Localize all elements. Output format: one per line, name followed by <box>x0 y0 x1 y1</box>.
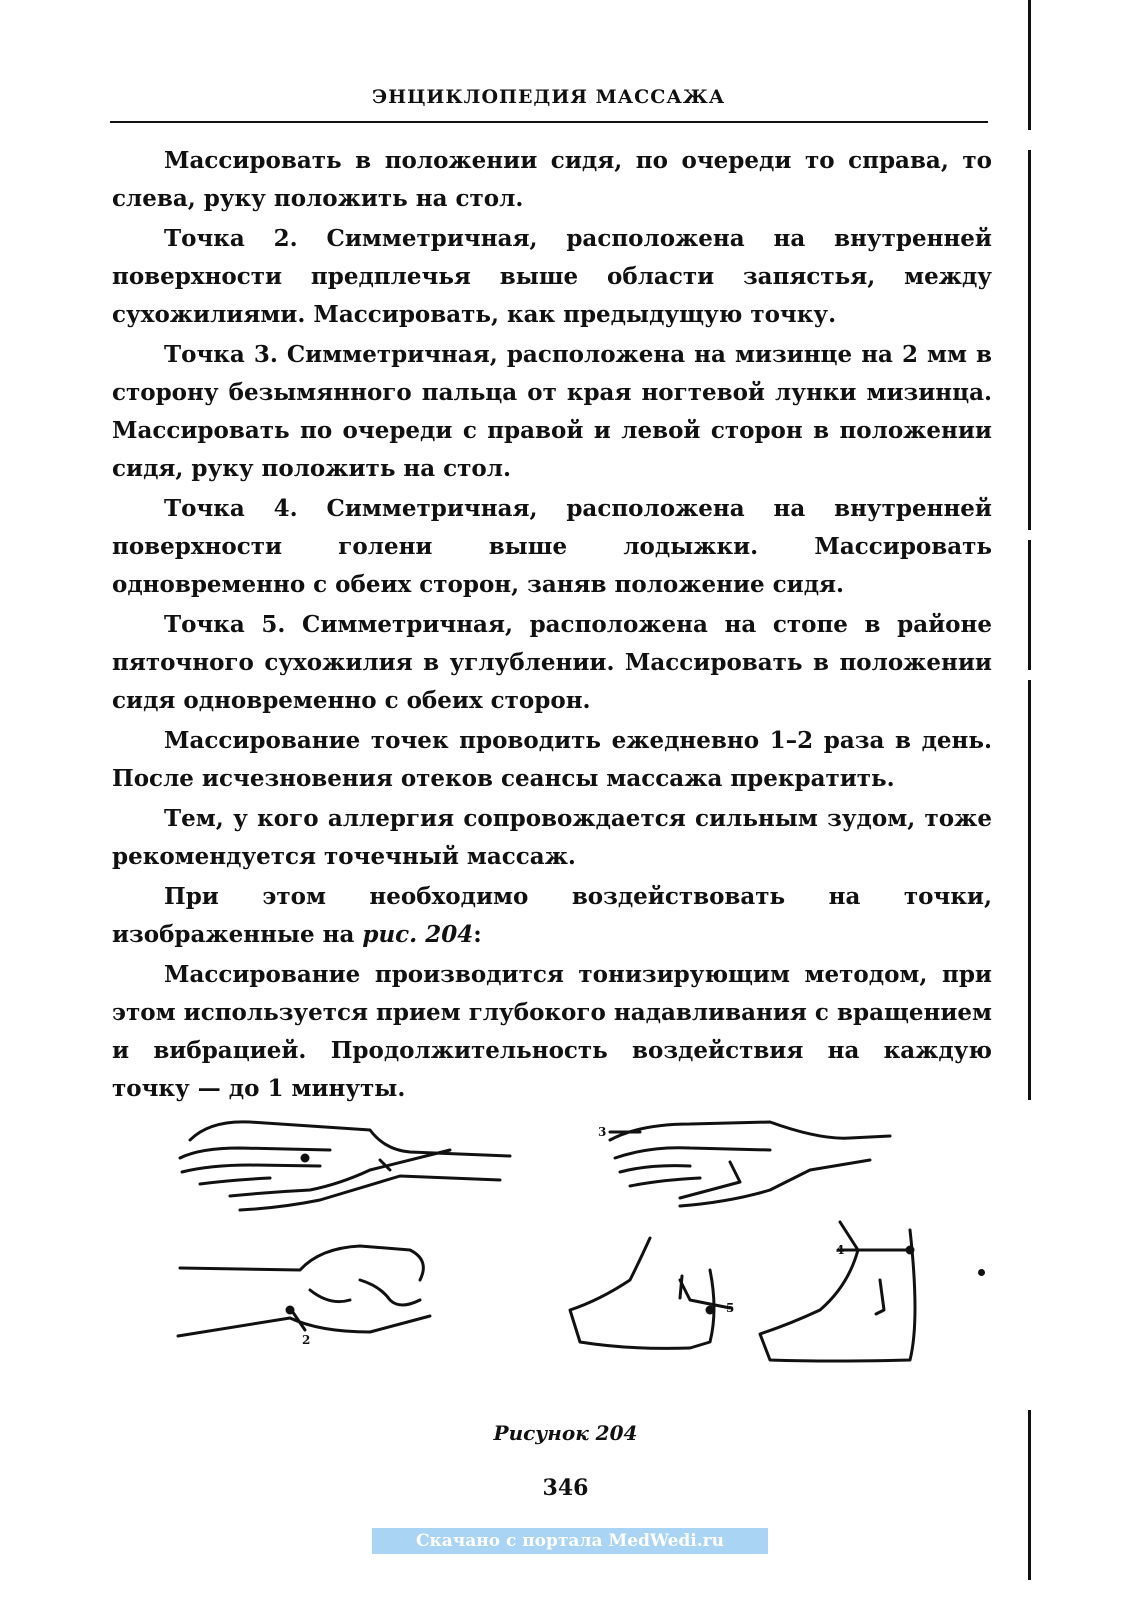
point-label: 5 <box>726 1301 735 1315</box>
paragraph: Массирование производится тонизирующим методом, при этом используется прием глубокого надавливания с вращением и вибрацией. Продолжительность воздействия на каждую точку — до 1 минуты. <box>112 961 992 1102</box>
wrist-point-2-illustration <box>178 1246 430 1336</box>
paragraph-text: : <box>473 921 482 948</box>
page-number: 346 <box>542 1475 589 1501</box>
scan-edge-line <box>1028 540 1031 670</box>
scan-edge-line <box>1028 0 1031 130</box>
scan-edge-line <box>1028 680 1031 1100</box>
paragraph: Точка 4. Симметричная, расположена на внутренней поверхности голени выше лодыжки. Массировать одновременно с обеих сторон, заняв положение сидя. <box>112 495 992 598</box>
paragraph: Точка 2. Симметричная, расположена на внутренней поверхности предплечья выше области запястья, между сухожилиями. Массировать, как предыдущую точку. <box>112 225 992 328</box>
point-label: 2 <box>302 1333 311 1347</box>
figure-204 <box>170 1110 1030 1400</box>
paragraph: Точка 3. Симметричная, расположена на мизинце на 2 мм в сторону безымянного пальца от края ногтевой лунки мизинца. Массировать по очереди с правой и левой сторон в положении сидя, руку положить на стол. <box>112 341 992 482</box>
hand-back-illustration <box>180 1122 510 1210</box>
download-watermark: Скачано с портала MedWedi.ru <box>372 1528 768 1554</box>
scan-edge-line <box>1028 150 1031 530</box>
point-label: 4 <box>836 1243 845 1257</box>
running-head: ЭНЦИКЛОПЕДИЯ МАССАЖА <box>372 86 726 108</box>
paragraph-figure-reference <box>112 878 992 954</box>
foot-point-5-illustration <box>570 1238 730 1348</box>
point-label: 3 <box>598 1125 607 1139</box>
figure-caption: Рисунок 204 <box>493 1421 638 1445</box>
paragraph: Массирование точек проводить ежедневно 1–2 раза в день. После исчезновения отеков сеансы массажа прекратить. <box>112 727 992 792</box>
hand-point-3-illustration <box>610 1122 890 1206</box>
body-text <box>112 142 992 1110</box>
scan-dot <box>978 1269 985 1276</box>
paragraph: Тем, у кого аллергия сопровождается сильным зудом, тоже рекомендуется точечный массаж. <box>112 805 992 870</box>
paragraph: Точка 5. Симметричная, расположена на стопе в районе пяточного сухожилия в углублении. Массировать в положении сидя одновременно с обеих сторон. <box>112 611 992 714</box>
figure-reference: рис. 204 <box>362 921 474 948</box>
header-rule <box>110 121 988 123</box>
figure-illustration <box>170 1110 1030 1400</box>
paragraph: Массировать в положении сидя, по очереди то справа, то слева, руку положить на стол. <box>112 147 992 212</box>
paragraph-text: При этом необходимо воздействовать на точки, изображенные на <box>112 883 992 948</box>
